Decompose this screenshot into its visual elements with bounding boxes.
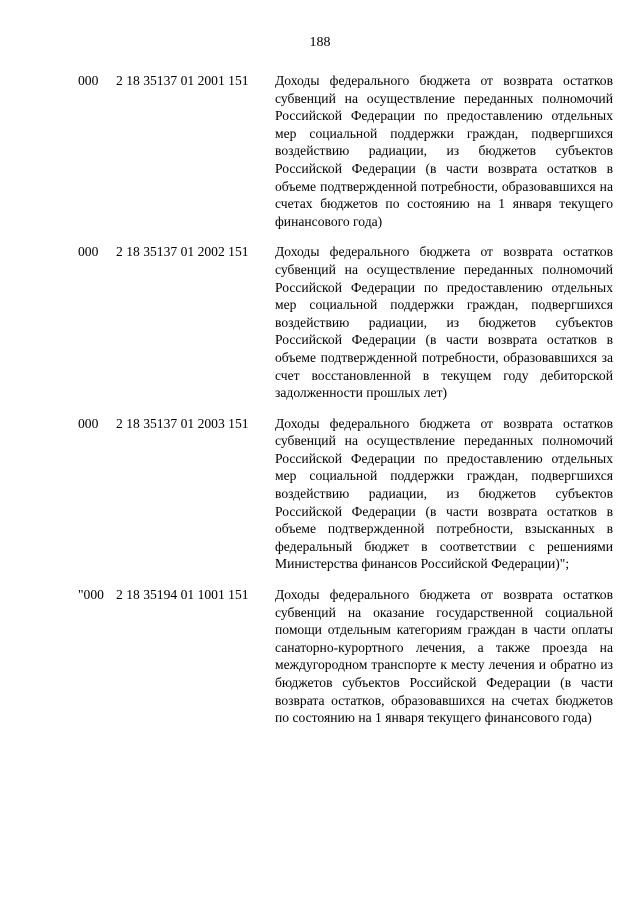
admin-code: "000 [78,587,104,603]
budget-classification-code: 2 18 35137 01 2002 151 [116,244,249,260]
entry-description: Доходы федерального бюджета от возврата остатков субвенций на осуществление переданных полномочий Российской Федерации по предоставлению отдельных мер социальной поддержки граждан, подвергшихся воздействию радиации, из бюджетов субъектов Российской Федерации (в части возврата остатков в объеме подтвержденной потребности, образовавшихся на счетах бюджетов по состоянию на 1 января текущего финансового года) [275,73,613,229]
page-number: 188 [309,35,331,50]
budget-entry [78,72,618,230]
entry-description: Доходы федерального бюджета от возврата остатков субвенций на оказание государственной социальной помощи отдельным категориям граждан в части оплаты санаторно-курортного лечения, а также проезда на междугородном транспорте к месту лечения и обратно из бюджетов субъектов Российской Федерации (в части возврата остатков, образовавшихся на счетах бюджетов по состоянию на 1 января текущего финансового года) [275,587,613,726]
budget-classification-code: 2 18 35194 01 1001 151 [116,587,249,603]
budget-entry [78,243,618,401]
budget-entry [78,415,618,573]
entry-description: Доходы федерального бюджета от возврата остатков субвенций на осуществление переданных полномочий Российской Федерации по предоставлению отдельных мер социальной поддержки граждан, подвергшихся воздействию радиации, из бюджетов субъектов Российской Федерации (в части возврата остатков в объеме подтвержденной потребности, взысканных в федеральный бюджет в соответствии с решениями Министерства финансов Российской Федерации)"; [275,415,613,572]
admin-code: 000 [78,244,99,260]
budget-classification-code: 2 18 35137 01 2001 151 [116,73,249,88]
admin-code: 000 [78,73,99,88]
budget-entry [78,586,618,727]
budget-classification-code: 2 18 35137 01 2003 151 [116,415,249,431]
budget-code-list [78,72,618,740]
admin-code: 000 [78,415,99,431]
entry-description: Доходы федерального бюджета от возврата остатков субвенций на осуществление переданных полномочий Российской Федерации по предоставлению отдельных мер социальной поддержки граждан, подвергшихся воздействию радиации, из бюджетов субъектов Российской Федерации (в части возврата остатков в объеме подтвержденной потребности, образовавшихся за счет восстановленной в текущем году дебиторской задолженности прошлых лет) [275,244,613,401]
